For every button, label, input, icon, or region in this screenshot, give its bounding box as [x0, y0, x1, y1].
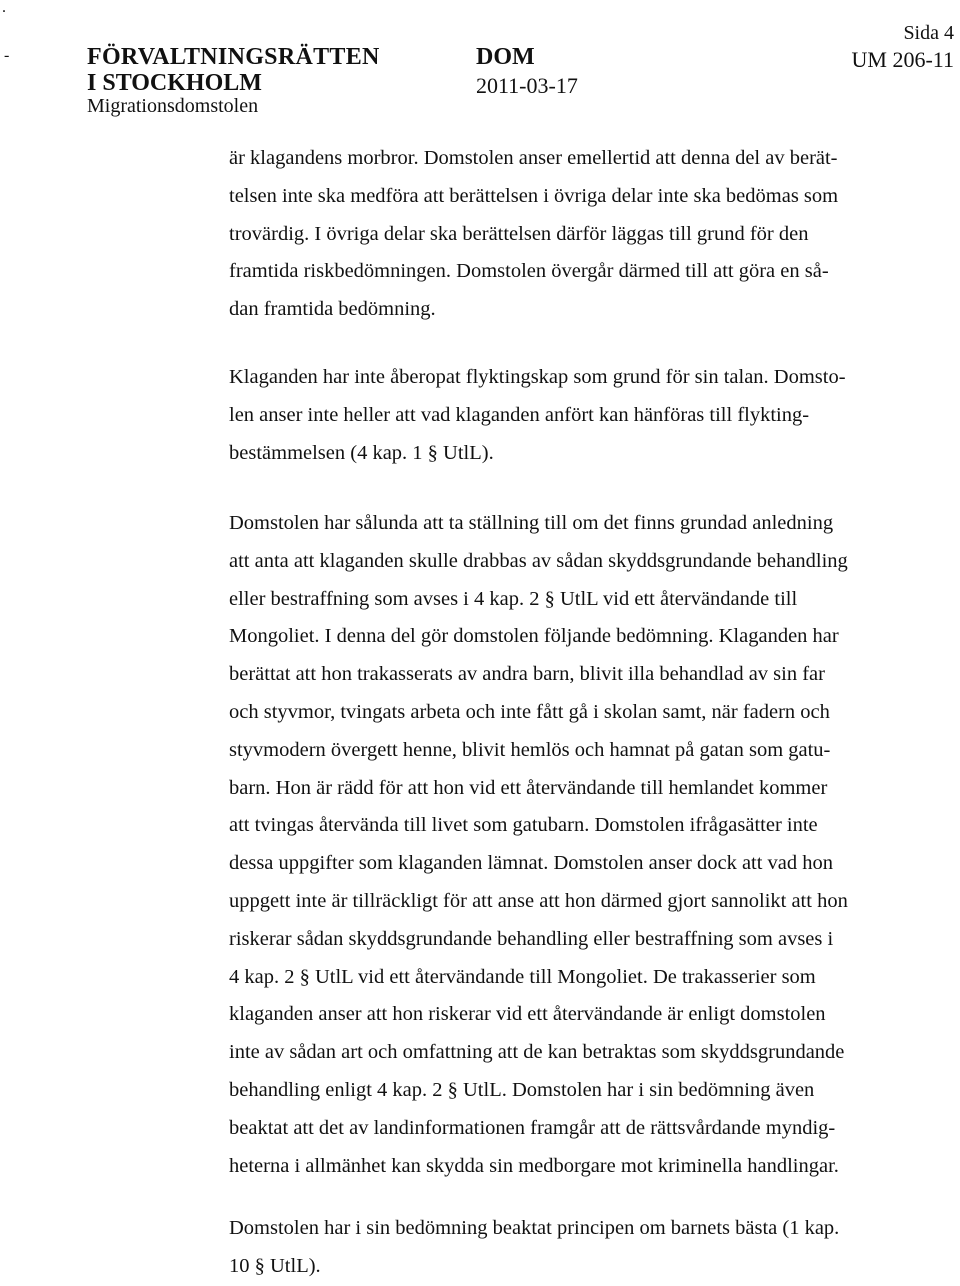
text-line: 4 kap. 2 § UtlL vid ett återvändande till Mongoliet. De trakasserier som	[229, 965, 816, 988]
document-type: DOM	[476, 44, 535, 70]
text-line: behandling enligt 4 kap. 2 § UtlL. Domstolen har i sin bedömning även	[229, 1078, 815, 1101]
text-line: 10 § UtlL).	[229, 1254, 321, 1277]
text-line: styvmodern övergett henne, blivit hemlös och hamnat på gatan som gatu-	[229, 738, 831, 761]
court-name: FÖRVALTNINGSRÄTTEN	[87, 44, 380, 70]
scan-mark: -	[4, 47, 10, 64]
text-line: eller bestraffning som avses i 4 kap. 2 § UtlL vid ett återvändande till	[229, 587, 798, 610]
page-number: Sida 4	[903, 22, 954, 44]
paragraph	[229, 505, 929, 1185]
text-line: uppgett inte är tillräckligt för att anse att hon därmed gjort sannolikt att hon	[229, 889, 848, 912]
text-line: trovärdig. I övriga delar ska berättelsen därför läggas till grund för den	[229, 222, 809, 245]
text-line: barn. Hon är rädd för att hon vid ett återvändande till hemlandet kommer	[229, 776, 828, 799]
case-number: UM 206-11	[851, 47, 954, 72]
text-line: att anta att klaganden skulle drabbas av sådan skyddsgrundande behandling	[229, 549, 848, 572]
text-line: framtida riskbedömningen. Domstolen övergår därmed till att göra en så-	[229, 260, 829, 283]
court-division: Migrationsdomstolen	[87, 95, 259, 117]
text-line: telsen inte ska medföra att berättelsen i övriga delar inte ska bedömas som	[229, 184, 839, 207]
paragraph	[229, 359, 929, 472]
text-line: att tvingas återvända till livet som gatubarn. Domstolen ifrågasätter inte	[229, 814, 818, 837]
paragraph	[229, 140, 929, 329]
text-line: Domstolen har sålunda att ta ställning till om det finns grundad anledning	[229, 512, 834, 534]
text-line: Klaganden har inte åberopat flyktingskap som grund för sin talan. Domsto-	[229, 366, 846, 388]
text-line: heterna i allmänhet kan skydda sin medborgare mot kriminella handlingar.	[229, 1154, 839, 1177]
text-line: berättat att hon trakasserats av andra barn, blivit illa behandlad av sin far	[229, 663, 825, 686]
text-line: len anser inte heller att vad klaganden anfört kan hänföras till flykting-	[229, 403, 810, 426]
text-line: inte av sådan art och omfattning att de kan betraktas som skyddsgrundande	[229, 1041, 845, 1064]
paragraph	[229, 1210, 929, 1286]
text-line: dessa uppgifter som klaganden lämnat. Domstolen anser dock att vad hon	[229, 852, 834, 875]
text-line: dan framtida bedömning.	[229, 298, 436, 321]
scan-mark: .	[2, 0, 6, 16]
text-line: bestämmelsen (4 kap. 1 § UtlL).	[229, 441, 494, 464]
text-line: Domstolen har i sin bedömning beaktat principen om barnets bästa (1 kap.	[229, 1217, 840, 1239]
text-line: är klagandens morbror. Domstolen anser emellertid att denna del av berät-	[229, 147, 838, 169]
text-line: Mongoliet. I denna del gör domstolen följande bedömning. Klaganden har	[229, 625, 839, 648]
court-location: I STOCKHOLM	[87, 70, 262, 96]
text-line: riskerar sådan skyddsgrundande behandling eller bestraffning som avses i	[229, 927, 834, 950]
text-line: beaktat att det av landinformationen framgår att de rättsvårdande myndig-	[229, 1116, 836, 1139]
text-line: klaganden anser att hon riskerar vid ett återvändande är enligt domstolen	[229, 1003, 826, 1026]
document-date: 2011-03-17	[476, 73, 578, 98]
text-line: och styvmor, tvingats arbeta och inte fått gå i skolan samt, när fadern och	[229, 700, 830, 723]
